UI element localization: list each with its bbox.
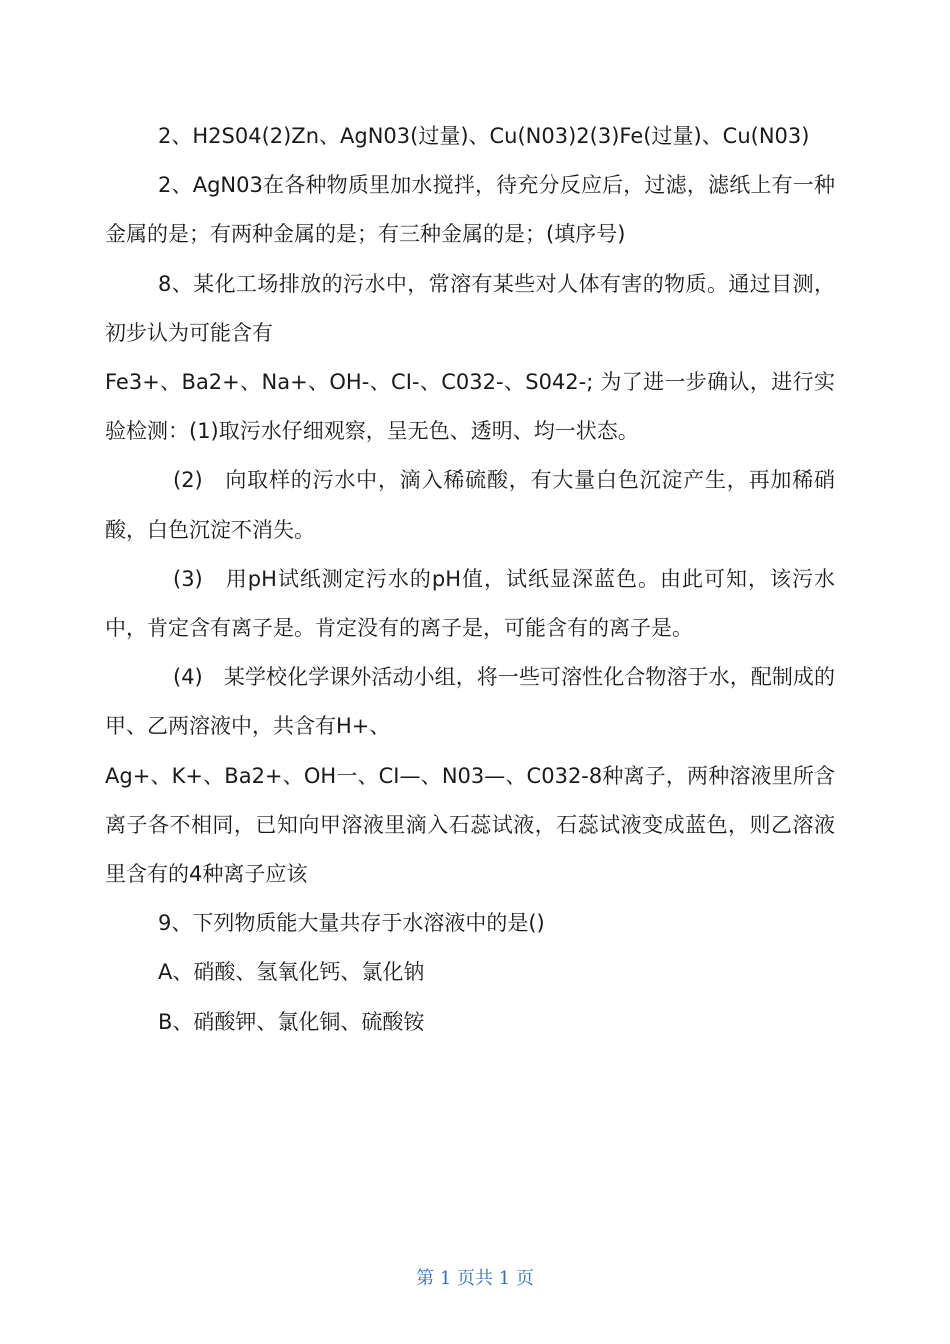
page-number-footer: 第 1 页共 1 页 bbox=[416, 1268, 534, 1289]
paragraph-answer-line: 2、H2S04(2)Zn、AgN03(过量)、Cu(N03)2(3)Fe(过量)、Cu(N03) bbox=[158, 124, 810, 148]
option-a: A、硝酸、氢氧化钙、氯化钠 bbox=[158, 960, 425, 985]
paragraph-question-8: 8、某化工场排放的污水中，常溶有某些对人体有害的物质。通过目测，初步认为可能含有 bbox=[105, 271, 835, 345]
paragraph-step-4: (4) 某学校化学课外活动小组，将一些可溶性化合物溶于水，配制成的甲、乙两溶液中，共含有H+、 bbox=[105, 665, 835, 739]
paragraph-ion-solutions: Ag+、K+、Ba2+、OH一、CI—、N03—、C032-8种离子，两种溶液里所含离子各不相同，已知向甲溶液里滴入石蕊试液，石蕊试液变成蓝色，则乙溶液里含有的4种离子应该 bbox=[105, 763, 835, 887]
paragraph-question-9: 9、下列物质能大量共存于水溶液中的是() bbox=[158, 911, 545, 936]
paragraph-question-2: 2、AgN03在各种物质里加水搅拌，待充分反应后，过滤，滤纸上有一种金属的是；有两种金属的是；有三种金属的是；(填序号) bbox=[105, 173, 835, 247]
paragraph-step-3: (3) 用pH试纸测定污水的pH值，试纸显深蓝色。由此可知，该污水中，肯定含有离子是。肯定没有的离子是，可能含有的离子是。 bbox=[105, 566, 835, 641]
option-b: B、硝酸钾、氯化铜、硫酸铵 bbox=[158, 1009, 425, 1034]
document-body bbox=[105, 112, 835, 1047]
paragraph-step-2: (2) 向取样的污水中，滴入稀硫酸，有大量白色沉淀产生，再加稀硝酸，白色沉淀不消失。 bbox=[105, 468, 835, 542]
paragraph-ion-list: Fe3+、Ba2+、Na+、OH-、CI-、C032-、S042-; 为了进一步确认，进行实验检测：(1)取污水仔细观察，呈无色、透明、均一状态。 bbox=[105, 370, 835, 444]
